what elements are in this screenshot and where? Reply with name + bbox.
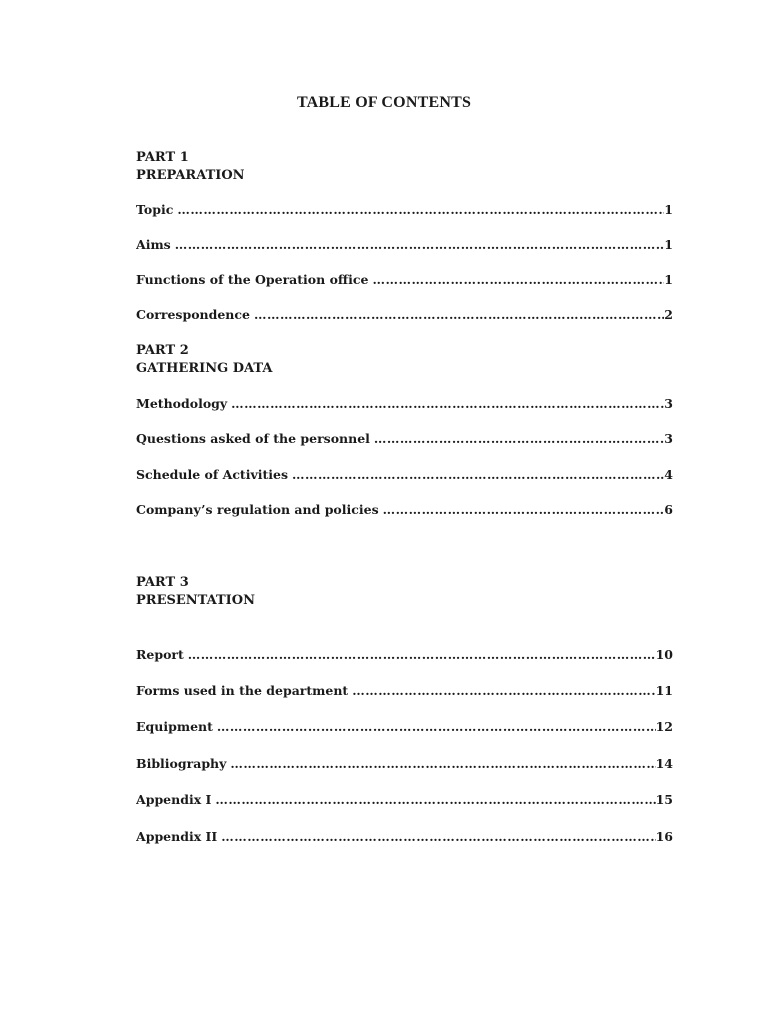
toc-entry-page: 6 — [664, 502, 673, 517]
toc-entry-label: Appendix II — [136, 829, 218, 844]
toc-entry-page: 3 — [664, 396, 673, 411]
leader-dots — [254, 307, 664, 322]
toc-entry-page: 16 — [655, 829, 673, 844]
toc-entry-report[interactable] — [136, 647, 673, 665]
leader-dots — [292, 467, 664, 482]
leader-dots — [230, 756, 655, 771]
toc-entry-label: Functions of the Operation office — [136, 272, 369, 287]
toc-entry-page: 3 — [664, 431, 673, 446]
toc-entry-page: 14 — [655, 756, 673, 771]
leader-dots — [383, 502, 665, 517]
toc-entry-label: Correspondence — [136, 307, 250, 322]
toc-entry-label: Appendix I — [136, 792, 212, 807]
part-2-heading — [136, 342, 272, 378]
toc-entry-appendix-1[interactable] — [136, 792, 673, 810]
leader-dots — [177, 202, 664, 217]
part-number: PART 2 — [136, 343, 189, 358]
toc-entry-regulation[interactable] — [136, 502, 673, 520]
page-title: TABLE OF CONTENTS — [296, 94, 472, 111]
toc-entry-label: Report — [136, 647, 184, 662]
part-name: PRESENTATION — [136, 593, 255, 608]
toc-entry-label: Questions asked of the personnel — [136, 431, 370, 446]
toc-entry-label: Topic — [136, 202, 174, 217]
toc-entry-equipment[interactable] — [136, 719, 673, 737]
toc-entry-page: 10 — [655, 647, 673, 662]
toc-entry-functions[interactable] — [136, 272, 673, 290]
leader-dots — [231, 396, 664, 411]
toc-entry-label: Company’s regulation and policies — [136, 502, 379, 517]
toc-entry-label: Equipment — [136, 719, 213, 734]
toc-entry-page: 11 — [655, 683, 673, 698]
toc-entry-forms[interactable] — [136, 683, 673, 701]
leader-dots — [221, 829, 655, 844]
leader-dots — [217, 719, 656, 734]
toc-entry-label: Bibliography — [136, 756, 227, 771]
leader-dots — [373, 272, 665, 287]
part-name: PREPARATION — [136, 168, 245, 183]
part-1-heading — [136, 149, 245, 185]
toc-entry-bibliography[interactable] — [136, 756, 673, 774]
toc-entry-label: Forms used in the department — [136, 683, 349, 698]
toc-entry-topic[interactable] — [136, 202, 673, 220]
toc-entry-page: 2 — [664, 307, 673, 322]
toc-entry-label: Methodology — [136, 396, 228, 411]
toc-entry-page: 15 — [655, 792, 673, 807]
toc-entry-appendix-2[interactable] — [136, 829, 673, 847]
toc-entry-label: Aims — [136, 237, 171, 252]
part-number: PART 3 — [136, 575, 189, 590]
part-3-heading — [136, 574, 255, 610]
part-number: PART 1 — [136, 150, 189, 165]
leader-dots — [374, 431, 664, 446]
leader-dots — [188, 647, 656, 662]
toc-entry-page: 1 — [664, 237, 673, 252]
part-name: GATHERING DATA — [136, 361, 273, 376]
toc-entry-schedule[interactable] — [136, 467, 673, 485]
toc-entry-label: Schedule of Activities — [136, 467, 288, 482]
toc-entry-correspondence[interactable] — [136, 307, 673, 325]
toc-entry-page: 4 — [664, 467, 673, 482]
toc-entry-page: 1 — [664, 202, 673, 217]
leader-dots — [215, 792, 655, 807]
toc-entry-methodology[interactable] — [136, 396, 673, 414]
toc-entry-questions[interactable] — [136, 431, 673, 449]
leader-dots — [175, 237, 665, 252]
toc-entry-aims[interactable] — [136, 237, 673, 255]
leader-dots — [352, 683, 655, 698]
toc-entry-page: 12 — [655, 719, 673, 734]
toc-entry-page: 1 — [664, 272, 673, 287]
